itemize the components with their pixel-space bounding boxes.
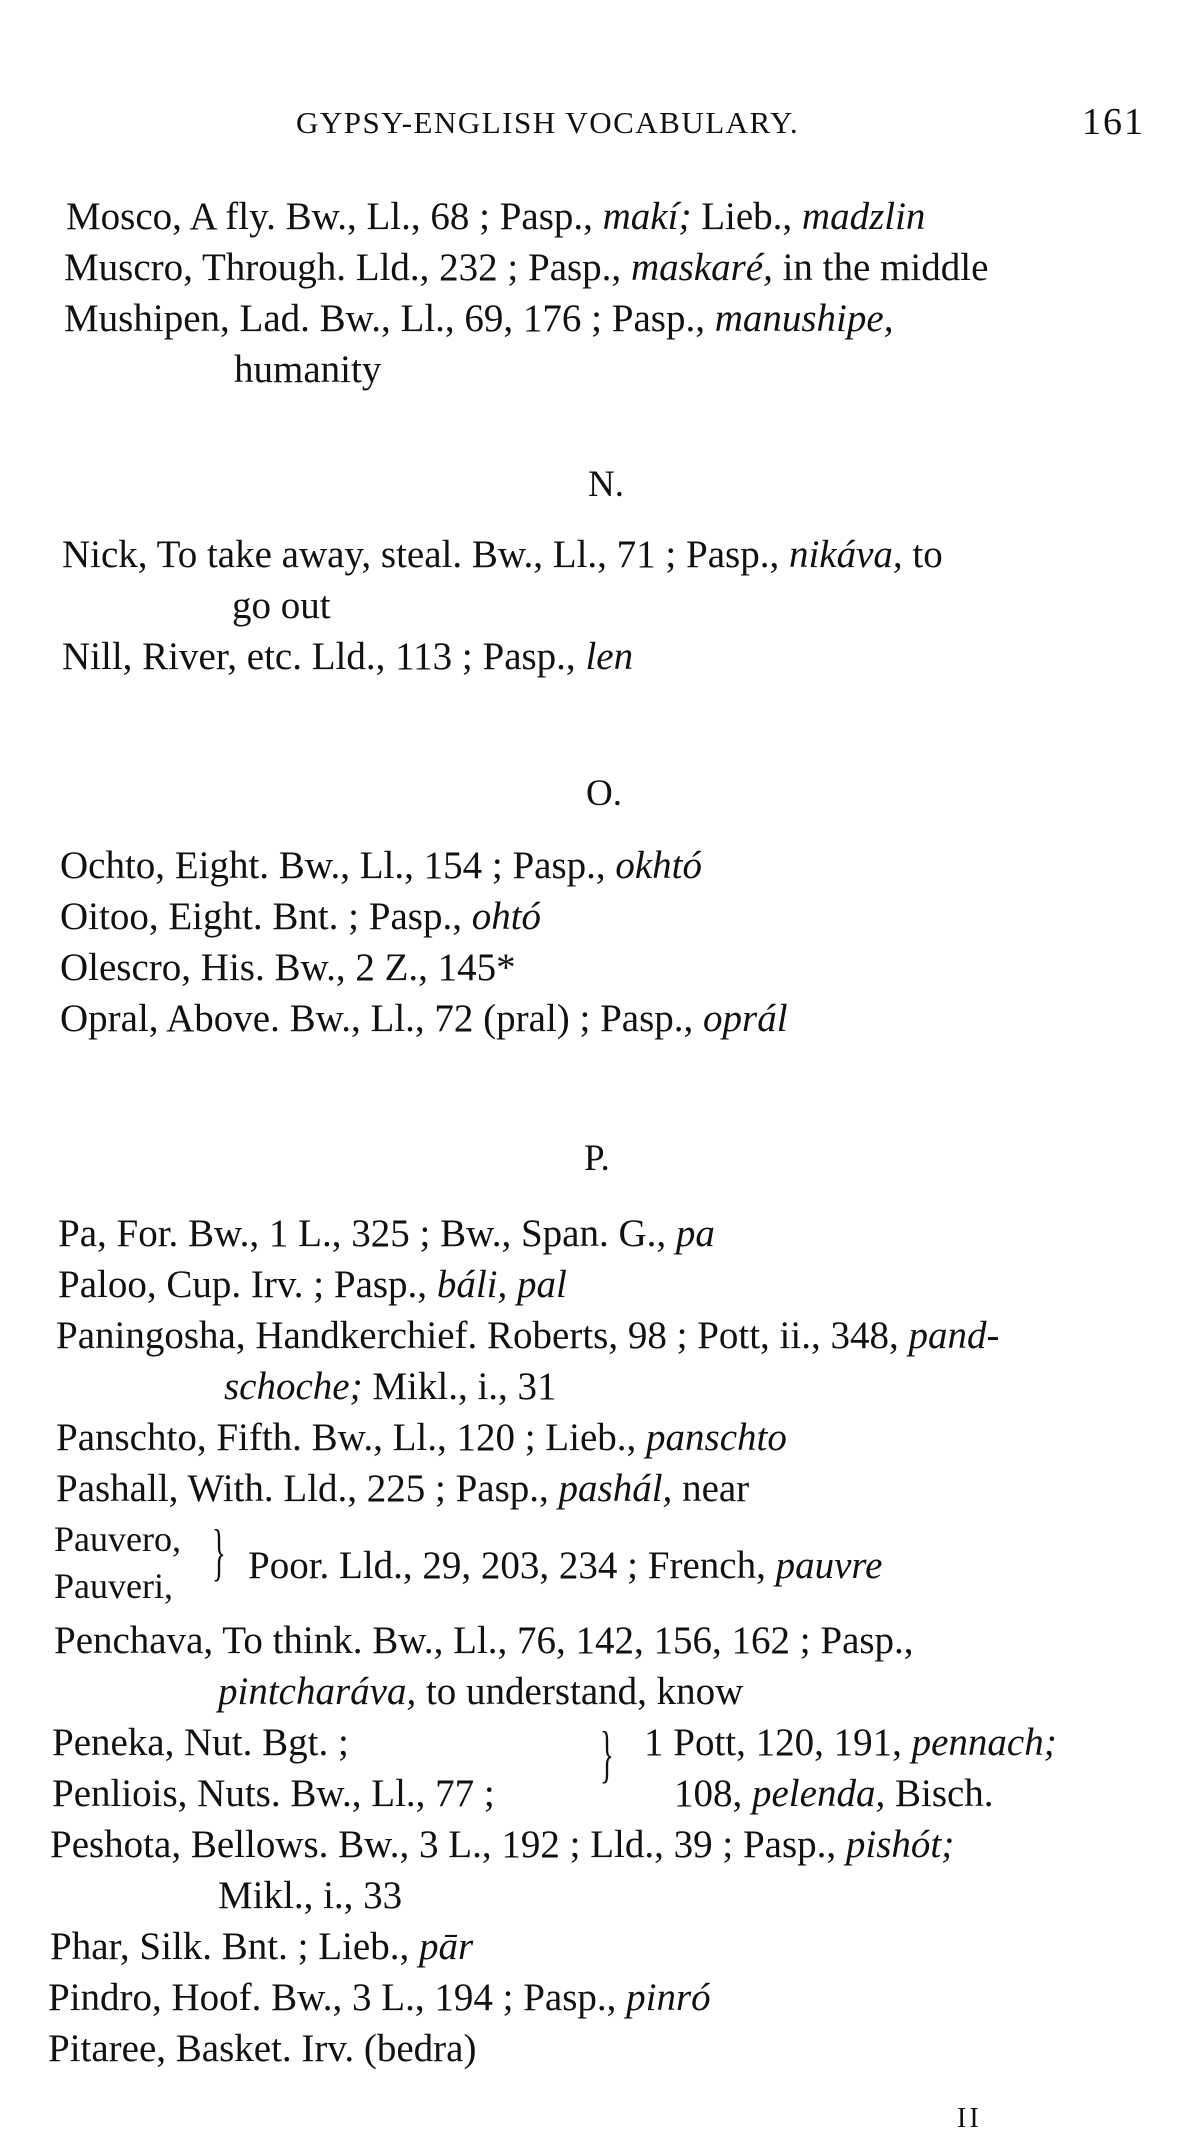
grouping-brace: }	[212, 1516, 226, 1587]
entry-penchava-cont: pintcharáva, to understand, know	[218, 1670, 744, 1713]
entry-oitoo: Oitoo, Eight. Bnt. ; Pasp., ohtó	[60, 895, 542, 938]
entry-opral: Opral, Above. Bw., Ll., 72 (pral) ; Pasp., oprál	[60, 997, 788, 1040]
entry-pauvero: Pauvero,	[54, 1519, 181, 1559]
section-heading-n: N.	[588, 464, 624, 505]
entry-paningosha: Paningosha, Handkerchief. Roberts, 98 ; Pott, ii., 348, pand-	[56, 1314, 1000, 1357]
entry-peshota-cont: Mikl., i., 33	[218, 1874, 403, 1917]
entry-olescro: Olescro, His. Bw., 2 Z., 145*	[60, 946, 516, 989]
section-heading-p: P.	[584, 1138, 610, 1179]
entry-paningosha-cont: schoche; Mikl., i., 31	[224, 1365, 557, 1408]
entry-paloo: Paloo, Cup. Irv. ; Pasp., báli, pal	[58, 1263, 567, 1306]
entry-mushipen-cont: humanity	[234, 348, 382, 391]
entry-pauvero-def: Poor. Lld., 29, 203, 234 ; French, pauvre	[248, 1544, 883, 1587]
entry-pashall: Pashall, With. Lld., 225 ; Pasp., pashál, near	[56, 1467, 750, 1510]
grouping-brace: }	[600, 1718, 614, 1789]
entry-muscro: Muscro, Through. Lld., 232 ; Pasp., maskaré, in the middle	[64, 246, 989, 289]
entry-peneka: Peneka, Nut. Bgt. ;	[52, 1721, 349, 1764]
entry-penliois-ref: 108, pelenda, Bisch.	[674, 1772, 994, 1815]
entry-nill: Nill, River, etc. Lld., 113 ; Pasp., len	[62, 635, 634, 678]
entry-nick: Nick, To take away, steal. Bw., Ll., 71 ; Pasp., nikáva, to	[62, 533, 943, 576]
signature-mark: II	[957, 2103, 982, 2134]
entry-ochto: Ochto, Eight. Bw., Ll., 154 ; Pasp., okhtó	[60, 844, 703, 887]
section-heading-o: O.	[586, 773, 622, 814]
entry-nick-cont: go out	[232, 584, 331, 627]
entry-peshota: Peshota, Bellows. Bw., 3 L., 192 ; Lld., 39 ; Pasp., pishót;	[50, 1823, 955, 1866]
entry-pa: Pa, For. Bw., 1 L., 325 ; Bw., Span. G., pa	[58, 1212, 715, 1255]
entry-phar: Phar, Silk. Bnt. ; Lieb., pār	[50, 1925, 474, 1968]
page-number: 161	[1082, 101, 1145, 143]
entry-pindro: Pindro, Hoof. Bw., 3 L., 194 ; Pasp., pinró	[48, 1976, 711, 2019]
entry-panschto: Panschto, Fifth. Bw., Ll., 120 ; Lieb., panschto	[56, 1416, 787, 1459]
entry-pauveri: Pauveri,	[54, 1566, 173, 1606]
entry-penliois: Penliois, Nuts. Bw., Ll., 77 ;	[52, 1772, 495, 1815]
entry-mosco: Mosco, A fly. Bw., Ll., 68 ; Pasp., makí; Lieb., madzlin	[66, 195, 926, 238]
entry-penchava: Penchava, To think. Bw., Ll., 76, 142, 156, 162 ; Pasp.,	[54, 1619, 914, 1662]
entry-pitaree: Pitaree, Basket. Irv. (bedra)	[48, 2027, 477, 2070]
entry-mushipen: Mushipen, Lad. Bw., Ll., 69, 176 ; Pasp., manushipe,	[64, 297, 894, 340]
running-title: GYPSY-ENGLISH VOCABULARY.	[296, 105, 800, 140]
entry-peneka-ref: 1 Pott, 120, 191, pennach;	[644, 1721, 1057, 1764]
